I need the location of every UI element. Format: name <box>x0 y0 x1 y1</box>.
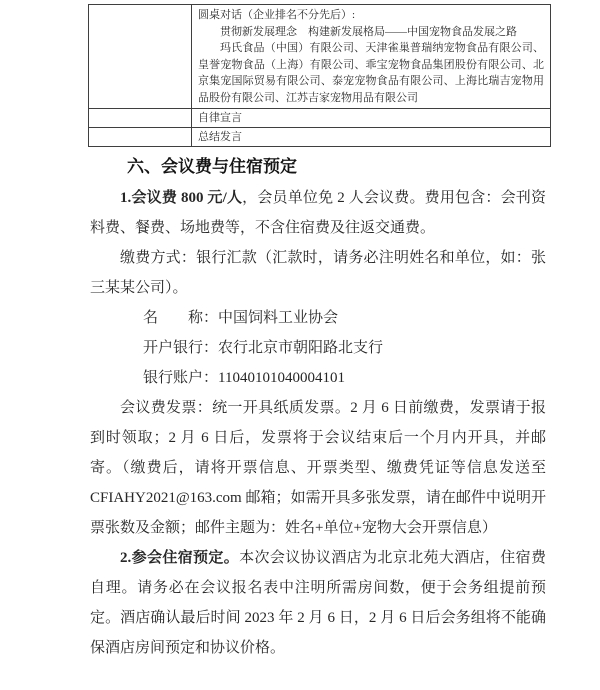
paragraph-payment-method: 缴费方式：银行汇款（汇款时，请务必注明姓名和单位，如：张三某某公司）。 <box>90 250 546 296</box>
table-row-summary <box>89 128 551 147</box>
paragraph-hotel-booking <box>90 543 546 663</box>
hotel-rest-text: 本次会议协议酒店为北京北苑大酒店，住宿费自理。请务必在会议报名表中注明所需房间数，便于会务组提前预定。酒店确认最后时间 2023 年 2 月 6 日，2 月 6 日后会务组将不能确保酒店房间预定和协议价格。 <box>90 550 546 656</box>
roundtable-theme-line: 贯彻新发展理念 构建新发展格局——中国宠物食品发展之路 <box>220 25 517 38</box>
agenda-table <box>88 4 551 147</box>
table-row-selfdiscipline <box>89 109 551 128</box>
agenda-content-cell <box>192 5 551 109</box>
section-heading: 六、会议费与住宿预定 <box>127 157 297 176</box>
bank-branch-line: 开户银行：农行北京市朝阳路北支行 <box>143 340 384 356</box>
agenda-time-cell <box>89 5 192 109</box>
bank-account-line: 银行账户：11040101040004101 <box>143 370 345 386</box>
table-row-roundtable <box>89 5 551 109</box>
bank-info-block <box>90 303 546 393</box>
hotel-bold-lead: 2.参会住宿预定。 <box>120 550 240 566</box>
paragraph-invoice: 会议费发票：统一开具纸质发票。2 月 6 日前缴费，发票请于报到时领取；2 月 6 日后，发票将于会议结束后一个月内开具，并邮寄。（缴费后，请将开票信息、开票类型、缴费凭证等信息发送至 CFIAHY2021@163.com 邮箱；如需开具多张发票，请在邮件中说明开票张数及金额；邮件主题为：姓名+单位+宠物大会开票信息） <box>90 400 546 536</box>
paragraph-conference-fee <box>90 183 546 243</box>
roundtable-title-line: 圆桌对话（企业排名不分先后）: <box>198 9 356 21</box>
roundtable-companies: 玛氏食品（中国）有限公司、天津雀巢普瑞纳宠物食品有限公司、皇誉宠物食品（上海）有限公司、乖宝宠物食品集团股份有限公司、北京集宠国际贸易有限公司、泰宠宠物食品有限公司、上海比瑞吉宠物用品股份有限公司、江苏吉家宠物用品有限公司 <box>198 42 544 104</box>
agenda-content-cell: 自律宣言 <box>192 109 551 128</box>
bank-name-line: 名 称：中国饲料工业协会 <box>143 310 339 326</box>
section-body <box>90 183 546 663</box>
fee-rest-text: ，会员单位免 2 人会议费。费用包含：会刊资料费、餐费、场地费等，不含住宿费及往返交通费。 <box>90 190 546 236</box>
agenda-time-cell <box>89 109 192 128</box>
agenda-time-cell <box>89 128 192 147</box>
agenda-content-cell: 总结发言 <box>192 128 551 147</box>
fee-bold-lead: 1.会议费 800 元/人 <box>120 190 243 206</box>
